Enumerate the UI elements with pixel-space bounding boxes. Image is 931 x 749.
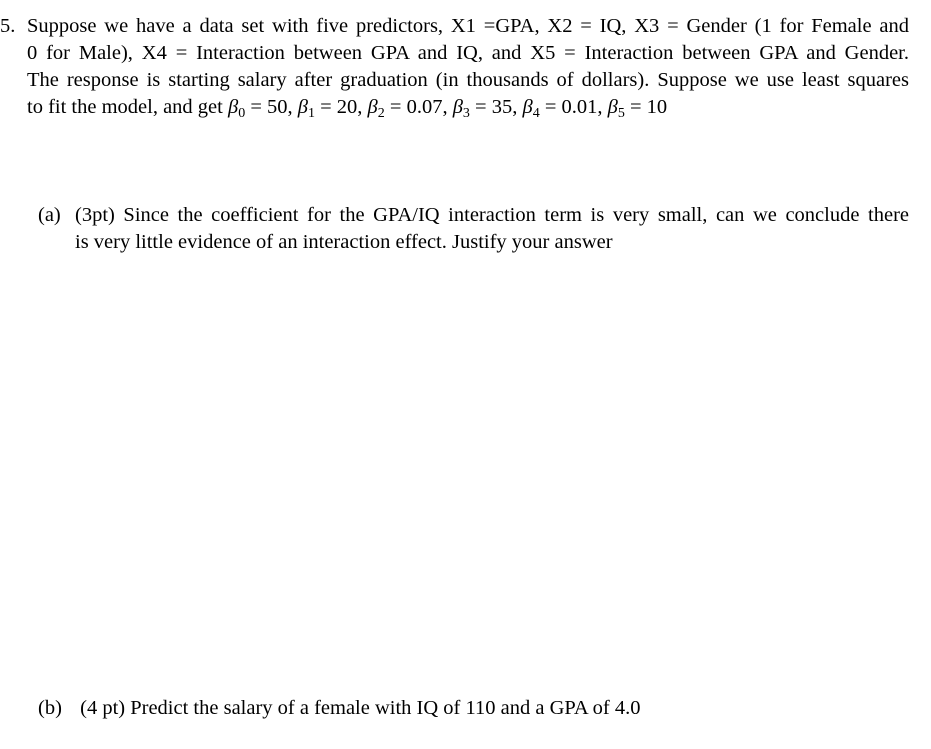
beta-symbol: β: [607, 96, 618, 118]
beta-value: 20: [336, 96, 358, 118]
beta-index: 5: [617, 106, 625, 121]
beta-value: 10: [646, 96, 668, 118]
beta-value: 0.07: [406, 96, 443, 118]
part-a-label: (a): [38, 204, 61, 226]
part-b: [38, 695, 641, 722]
beta-symbol: β: [522, 96, 533, 118]
coefficient-beta-3: $\beta_3 = 35$,: [452, 96, 518, 121]
question-line-2: 0 for Male), X4 = Interaction between GPA and IQ, and X5 = Interaction between GPA and Gender.: [27, 42, 909, 64]
coefficient-beta-5: $\beta_5 = 10$: [607, 96, 668, 121]
beta-index: 2: [377, 106, 385, 121]
beta-index: 4: [532, 106, 540, 121]
part-b-text: (4 pt) Predict the salary of a female with IQ of 110 and a GPA of 4.0: [80, 697, 641, 719]
part-a-line-1: (3pt) Since the coefficient for the GPA/IQ interaction term is very small, can we conclude there: [75, 204, 909, 226]
beta-value: 35: [491, 96, 513, 118]
beta-symbol: β: [297, 96, 308, 118]
beta-value: 0.01: [561, 96, 598, 118]
coefficient-beta-4: $\beta_4 = 0.01$,: [522, 96, 603, 121]
question-line-4-prefix: to fit the model, and get: [27, 96, 223, 118]
coefficient-beta-1: $\beta_1 = 20$,: [297, 96, 363, 121]
beta-symbol: β: [227, 96, 239, 118]
question-number: 5.: [0, 15, 16, 37]
part-b-label: (b): [38, 697, 62, 719]
coefficient-beta-0: $\beta_0 = 50$,: [227, 96, 293, 121]
beta-index: 0: [238, 106, 246, 121]
question-line-4: [27, 94, 667, 127]
question-line-1: Suppose we have a data set with five predictors, X1 =GPA, X2 = IQ, X3 = Gender (1 for Female and: [27, 15, 909, 37]
beta-symbol: β: [367, 96, 378, 118]
beta-index: 3: [462, 106, 470, 121]
beta-index: 1: [307, 106, 315, 121]
question-line-3: The response is starting salary after graduation (in thousands of dollars). Suppose we use least squares: [27, 69, 909, 91]
coefficient-beta-2: $\beta_2 = 0.07$,: [367, 96, 448, 121]
beta-symbol: β: [452, 96, 463, 118]
coefficient-list: [227, 96, 668, 121]
beta-value: 50: [267, 96, 288, 118]
part-a-line-2: is very little evidence of an interaction effect. Justify your answer: [75, 231, 613, 253]
